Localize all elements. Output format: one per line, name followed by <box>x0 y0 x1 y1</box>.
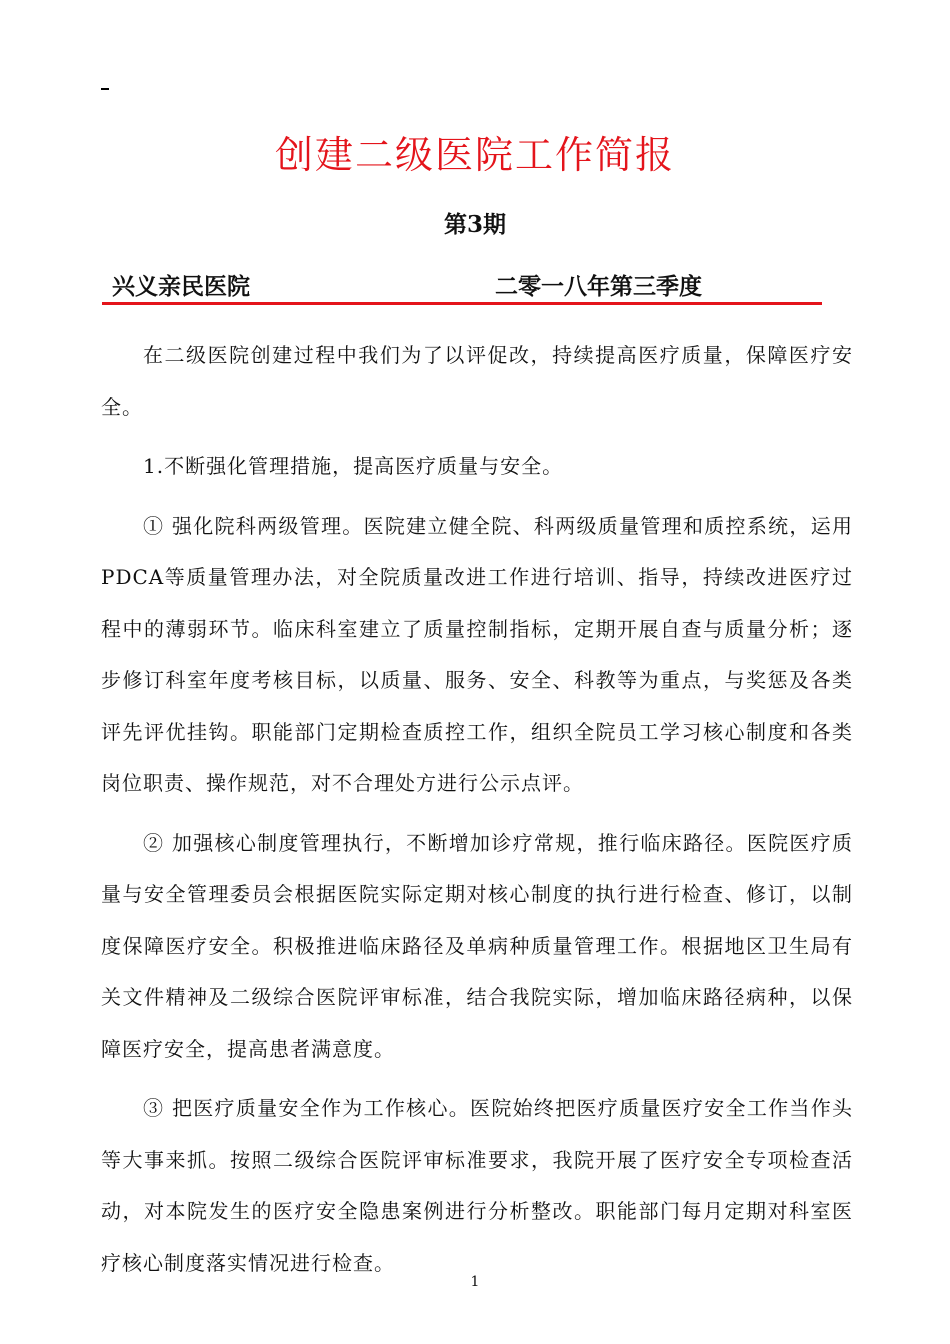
page-number: 1 <box>470 1274 480 1290</box>
body-text <box>101 330 853 1297</box>
intro-paragraph: 在二级医院创建过程中我们为了以评促改，持续提高医疗质量，保障医疗安全。 <box>101 343 853 419</box>
paragraph-item-3: ③ 把医疗质量安全作为工作核心。医院始终把医疗质量医疗安全工作当作头等大事来抓。按照二级综合医院评审标准要求，我院开展了医疗安全专项检查活动，对本院发生的医疗安全隐患案例进行分析整改。职能部门每月定期对科室医疗核心制度落实情况进行检查。 <box>101 1096 853 1275</box>
paragraph-item-1: ① 强化院科两级管理。医院建立健全院、科两级质量管理和质控系统，运用PDCA等质量管理办法，对全院质量改进工作进行培训、指导，持续改进医疗过程中的薄弱环节。临床科室建立了质量控制指标，定期开展自查与质量分析；逐步修订科室年度考核目标，以质量、服务、安全、科教等为重点，与奖惩及各类评先评优挂钩。职能部门定期检查质控工作，组织全院员工学习核心制度和各类岗位职责、操作规范，对不合理处方进行公示点评。 <box>101 513 853 795</box>
paragraph-item-2: ② 加强核心制度管理执行，不断增加诊疗常规，推行临床路径。医院医疗质量与安全管理委员会根据医院实际定期对核心制度的执行进行检查、修订，以制度保障医疗安全。积极推进临床路径及单病种质量管理工作。根据地区卫生局有关文件精神及二级综合医院评审标准，结合我院实际，增加临床路径病种，以保障医疗安全，提高患者满意度。 <box>101 830 853 1061</box>
red-divider <box>102 302 822 305</box>
issue-number: 第3期 <box>443 211 506 238</box>
bulletin-title: 创建二级医院工作简报 <box>274 133 675 177</box>
report-period: 二零一八年第三季度 <box>495 273 702 300</box>
header-dash <box>101 88 109 90</box>
section-heading: 1.不断强化管理措施，提高医疗质量与安全。 <box>143 454 564 478</box>
hospital-name: 兴义亲民医院 <box>112 273 250 300</box>
